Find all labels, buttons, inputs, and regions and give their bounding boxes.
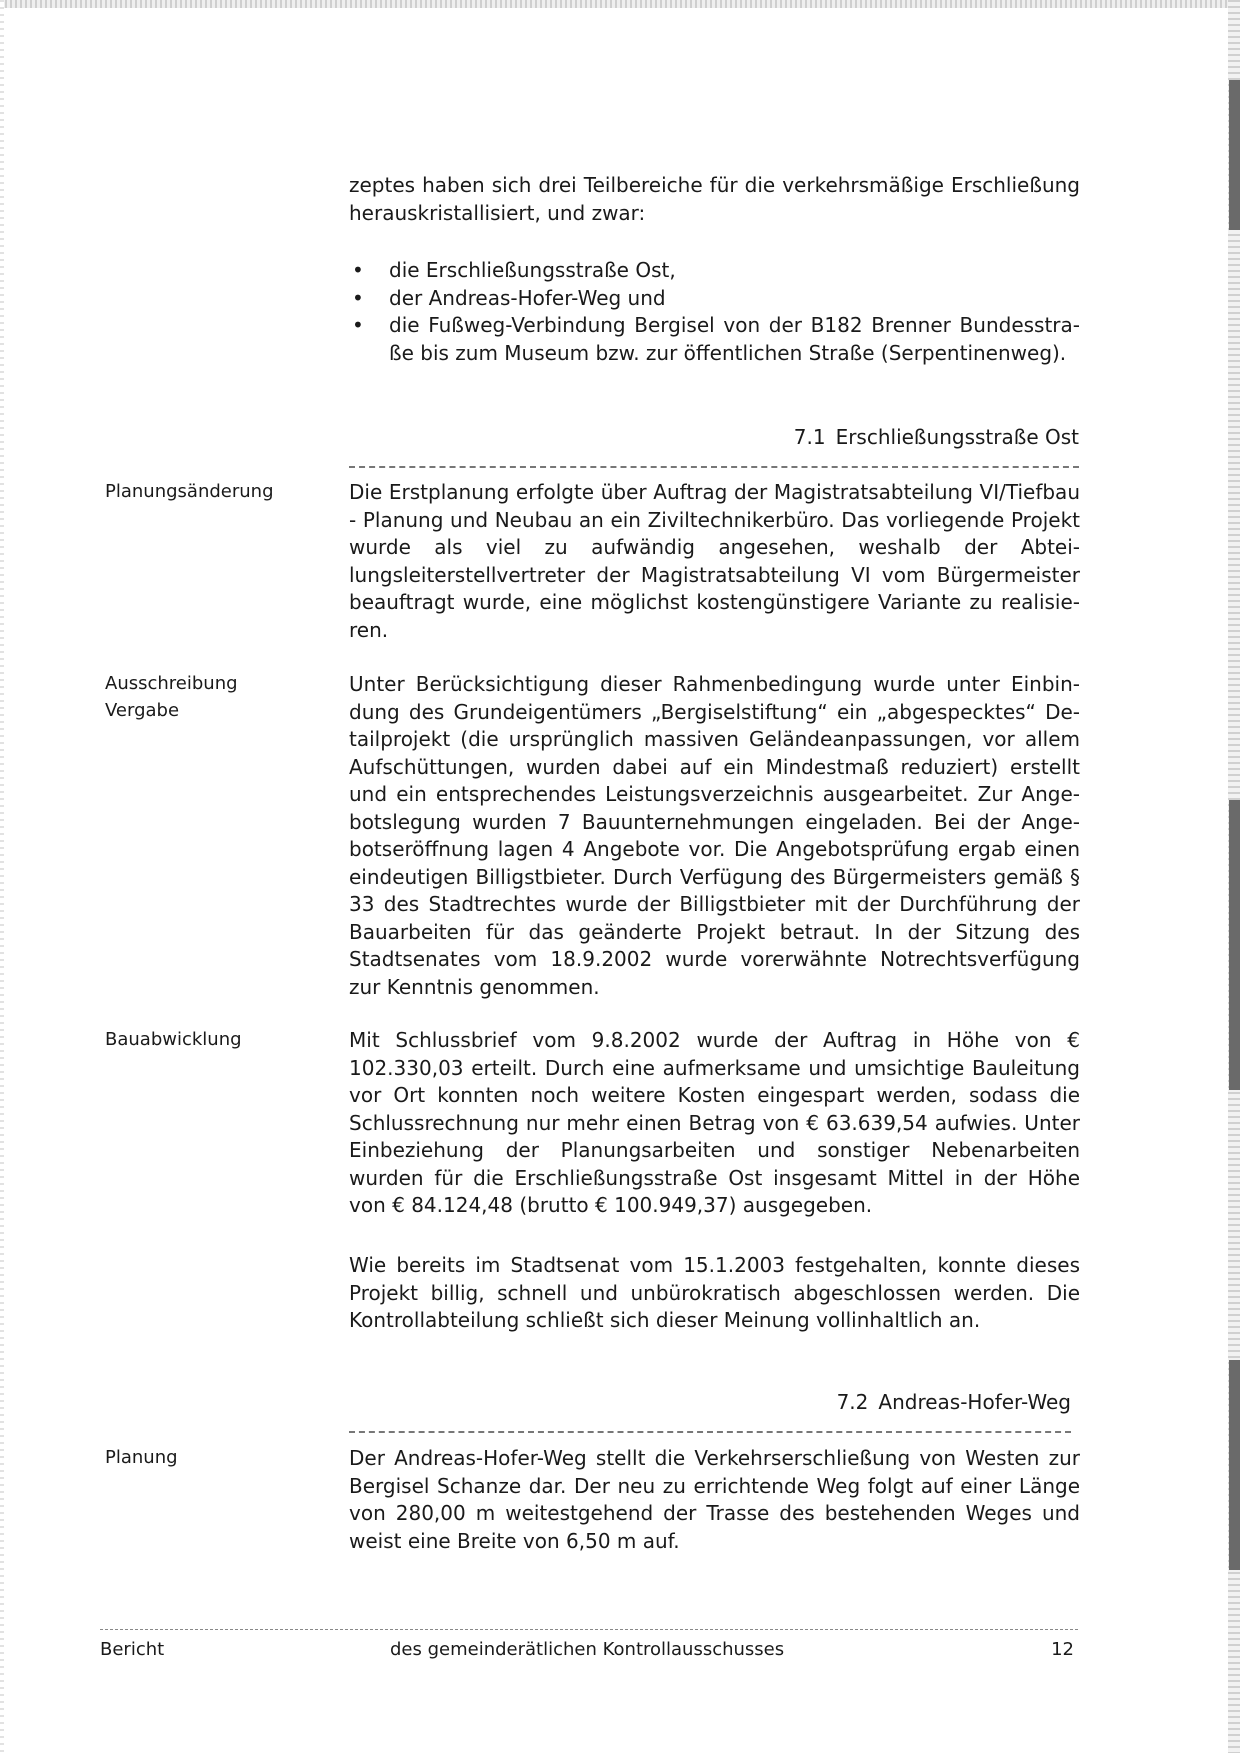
footer-report-label: Bericht — [100, 1639, 165, 1660]
section-number: 7.1 — [793, 425, 826, 449]
section-number: 7.2 — [836, 1390, 869, 1414]
margin-label-line: Vergabe — [105, 700, 180, 721]
margin-label-line: Planung — [105, 1447, 178, 1468]
margin-label — [105, 1444, 315, 1471]
margin-label — [105, 1026, 315, 1053]
footer-committee-label: des gemeinderätlichen Kontrollausschusses — [390, 1639, 785, 1660]
page-number: 12 — [1051, 1639, 1074, 1660]
list-item: • der Andreas-Hofer-Weg und — [349, 285, 1080, 313]
page-footer — [100, 1629, 1078, 1666]
section-heading-7-1 — [349, 420, 1079, 468]
paragraph: Mit Schlussbrief vom 9.8.2002 wurde der Auftrag in Höhe von € 102.330,03 erteilt. Durch eine aufmerksame und umsichtige Bauleitung vor Ort konnten noch weitere Kosten eingespart werden, sodass die Schlussrechnung nur mehr einen Betrag von € 63.639,54 aufwies. Unter Einbeziehung der Planungsarbeiten und sonstiger Nebenarbeiten wurden für die Erschließungsstraße Ost insgesamt Mittel in der Höhe von € 84.124,48 (brutto € 100.949,37) ausgegeben. — [349, 1028, 1080, 1217]
paragraph: Wie bereits im Stadtsenat vom 15.1.2003 festgehalten, konnte dieses Projekt billig, schnell und unbürokratisch abgeschlossen werden. Die Kontrollabteilung schließt sich dieser Meinung vollinhaltlich an. — [349, 1253, 1080, 1332]
intro-paragraph: zeptes haben sich drei Teilbereiche für die verkehrsmäßige Erschließung herauskristallisiert, und zwar: — [349, 173, 1080, 225]
margin-label-line: Planungsänderung — [105, 481, 274, 502]
list-item: • die Erschließungsstraße Ost, — [349, 257, 1080, 285]
list-item: • die Fußweg-Verbindung Bergisel von der B182 Brenner Bundesstraße bis zum Museum bzw. zur öffentlichen Straße (Serpentinenweg). — [349, 312, 1080, 367]
paragraph: Die Erstplanung erfolgte über Auftrag der Magistratsabteilung VI/Tiefbau - Planung und Neubau an ein Ziviltechnikerbüro. Das vorliegende Projekt wurde als viel zu aufwändig angesehen, weshalb der Abteilungsleiterstellvertreter der Magistratsabteilung VI vom Bürgermeister beauftragt wurde, eine möglichst kostengünstigere Variante zu realisieren. — [349, 480, 1080, 642]
section-heading-7-2 — [349, 1385, 1071, 1433]
bullet-list — [349, 257, 1080, 367]
margin-label-line: Bauabwicklung — [105, 1029, 242, 1050]
scan-shadow-band — [1229, 1360, 1240, 1570]
paragraph: Unter Berücksichtigung dieser Rahmenbedingung wurde unter Einbindung des Grundeigentümers „Bergiselstiftung“ ein „abgespecktes“ Detailprojekt (die ursprünglich massiven Geländeanpassungen, vor allem Aufschüttungen, wurden dabei auf ein Mindestmaß reduziert) erstellt und ein entsprechendes Leistungsverzeichnis ausgearbeitet. Zur Angebotslegung wurden 7 Bauunternehmungen eingeladen. Bei der Angebotseröffnung lagen 4 Angebote vor. Die Angebotsprüfung ergab einen eindeutigen Billigstbieter. Durch Verfügung des Bürgermeisters gemäß § 33 des Stadtrechtes wurde der Billigstbieter mit der Durchführung der Bauarbeiten für das geänderte Projekt betraut. In der Sitzung des Stadtsenates vom 18.9.2002 wurde vorerwähnte Notrechtsverfügung zur Kenntnis genommen. — [349, 672, 1080, 999]
scan-edge-left — [0, 0, 4, 1753]
margin-label — [105, 670, 315, 724]
scan-shadow-band — [1229, 800, 1240, 1090]
scan-shadow-band — [1229, 80, 1240, 230]
margin-label — [105, 478, 315, 505]
section-title: Erschließungsstraße Ost — [835, 425, 1079, 449]
section-title: Andreas-Hofer-Weg — [878, 1390, 1071, 1414]
paragraph: Der Andreas-Hofer-Weg stellt die Verkehrserschließung von Westen zur Bergisel Schanze dar. Der neu zu errichtende Weg folgt auf einer Länge von 280,00 m weitestgehend der Trasse des bestehenden Weges und weist eine Breite von 6,50 m auf. — [349, 1446, 1080, 1553]
scan-edge-top — [0, 0, 1240, 8]
margin-label-line: Ausschreibung — [105, 673, 238, 694]
